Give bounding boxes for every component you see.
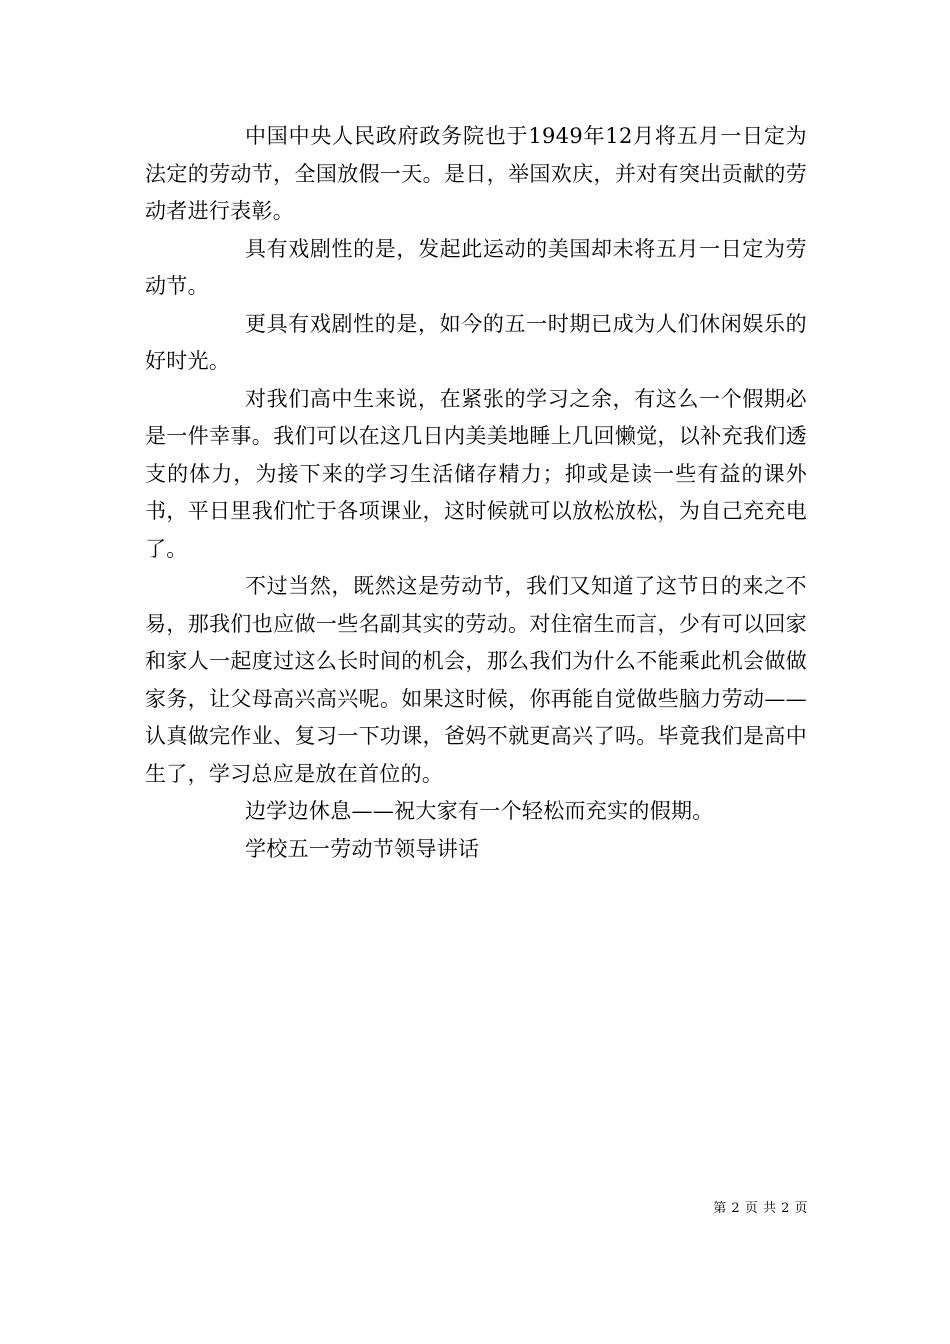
paragraph: 边学边休息——祝大家有一个轻松而充实的假期。 [245,799,714,823]
document-body [145,118,807,868]
paragraph: 具有戏剧性的是，发起此运动的美国却未将五月一日定为劳动节。 [145,236,807,298]
paragraph: 中国中央人民政府政务院也于1949年12月将五月一日定为法定的劳动节，全国放假一天。是日，举国欢庆，并对有突出贡献的劳动者进行表彰。 [145,124,807,223]
paragraph-title-line: 学校五一劳动节领导讲话 [245,836,480,861]
page-number-footer: 第 2 页 共 2 页 [713,1201,808,1216]
paragraph: 不过当然，既然这是劳动节，我们又知道了这节日的来之不易，那我们也应做一些名副其实的劳动。对住宿生而言，少有可以回家和家人一起度过这么长时间的机会，那么我们为什么不能乘此机会做做家务，让父母高兴高兴呢。如果这时候，你再能自觉做些脑力劳动——认真做完作业、复习一下功课，爸妈不就更高兴了吗。毕竟我们是高中生了，学习总应是放在首位的。 [145,574,807,786]
paragraph: 对我们高中生来说，在紧张的学习之余，有这么一个假期必是一件幸事。我们可以在这几日内美美地睡上几回懒觉，以补充我们透支的体力，为接下来的学习生活储存精力；抑或是读一些有益的课外书，平日里我们忙于各项课业，这时候就可以放松放松，为自己充充电了。 [145,386,807,561]
paragraph: 更具有戏剧性的是，如今的五一时期已成为人们休闲娱乐的好时光。 [145,311,807,373]
